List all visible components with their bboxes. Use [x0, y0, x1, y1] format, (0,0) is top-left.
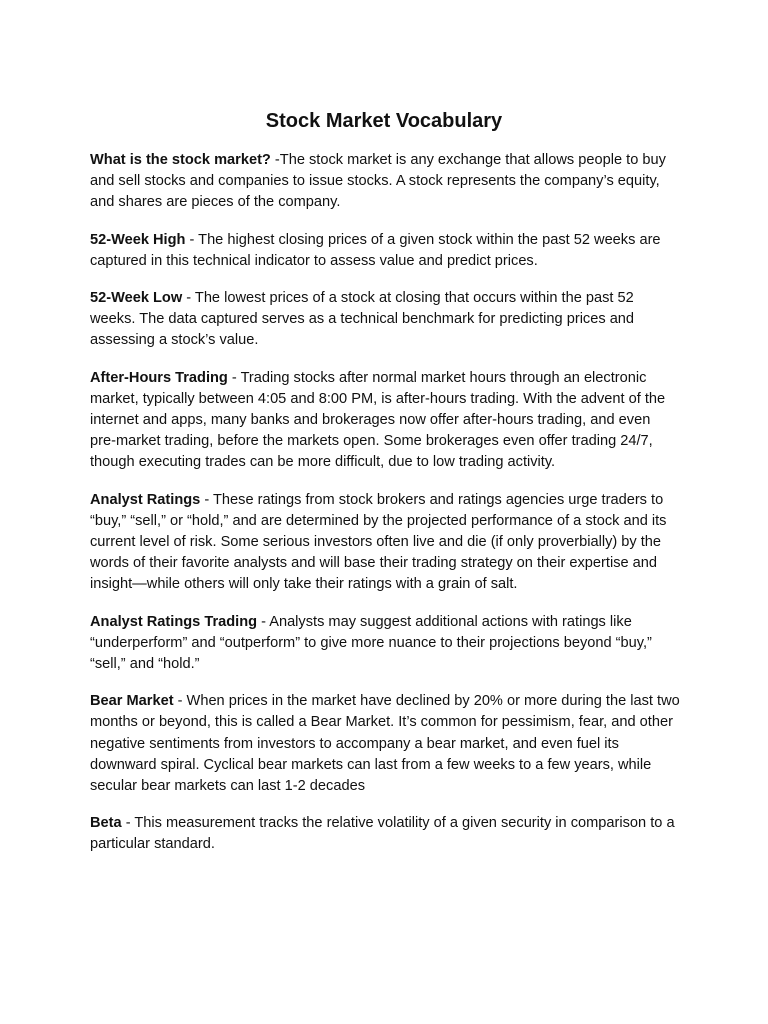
vocabulary-entry: [90, 691, 680, 797]
vocabulary-definition: The highest closing prices of a given stock within the past 52 weeks are captured in this technical indicator to assess value and predict prices.: [90, 231, 661, 269]
vocabulary-entry: [90, 368, 680, 474]
vocabulary-entry: [90, 230, 680, 272]
vocabulary-entry: [90, 150, 680, 214]
vocabulary-term: 52-Week Low: [90, 290, 183, 307]
vocabulary-definition: This measurement tracks the relative volatility of a given security in comparison to a particular standard.: [90, 815, 675, 853]
vocabulary-term: Analyst Ratings: [90, 491, 201, 508]
term-separator: -: [200, 491, 214, 508]
page-title: Stock Market Vocabulary: [265, 110, 503, 132]
vocabulary-definition: Trading stocks after normal market hours through an electronic market, typically between 4:05 and 8:00 PM, is after-hours trading. With the advent of the internet and apps, many banks and brokerages now offer after-hours trading, and even pre-market trading, before the markets open. Some brokerages even offer trading 24/7, though executing trades can be more difficult, due to low trading activity.: [90, 369, 666, 471]
vocabulary-definition: The lowest prices of a stock at closing that occurs within the past 52 weeks. The data captured serves as a technical benchmark for predicting prices and assessing a stock’s value.: [90, 290, 635, 349]
term-separator: -: [185, 231, 199, 248]
vocabulary-term: What is the stock market?: [90, 152, 271, 168]
vocabulary-term: After-Hours Trading: [90, 369, 228, 386]
term-separator: -: [257, 613, 270, 630]
term-separator: -: [121, 815, 135, 832]
term-separator: -: [182, 290, 195, 307]
term-separator: -: [173, 693, 187, 710]
vocabulary-entry: [90, 490, 680, 596]
vocabulary-list: [90, 150, 680, 872]
vocabulary-entry: [90, 288, 680, 352]
vocabulary-term: Analyst Ratings Trading: [90, 613, 258, 630]
vocabulary-definition: When prices in the market have declined by 20% or more during the last two months or beyond, this is called a Bear Market. It’s common for pessimism, fear, and other negative sentiments from investors to accompany a bear market, and even fuel its downward spiral. Cyclical bear markets can last from a few weeks to a few years, while secular bear markets can last 1-2 decades: [90, 693, 680, 795]
vocabulary-definition: -The stock market is any exchange that allows people to buy and sell stocks and companies to issue stocks. A stock represents the company’s equity, and shares are pieces of the company.: [90, 152, 666, 211]
vocabulary-definition: Analysts may suggest additional actions with ratings like “underperform” and “outperform” to give more nuance to their projections beyond “buy,” “sell,” and “hold.”: [90, 613, 652, 673]
vocabulary-definition: These ratings from stock brokers and ratings agencies urge traders to “buy,” “sell,” or “hold,” and are determined by the projected performance of a stock and its current level of risk. Some serious investors often live and die (if only proverbially) by the words of their favorite analysts and will base their trading strategy on their expertise and insight—while others will only take their ratings with a grain of salt.: [90, 491, 667, 593]
vocabulary-entry: [90, 612, 680, 676]
vocabulary-entry: [90, 813, 680, 855]
vocabulary-term: 52-Week High: [90, 231, 186, 248]
vocabulary-term: Bear Market: [90, 693, 174, 710]
term-separator: -: [227, 369, 241, 386]
vocabulary-term: Beta: [90, 815, 122, 832]
